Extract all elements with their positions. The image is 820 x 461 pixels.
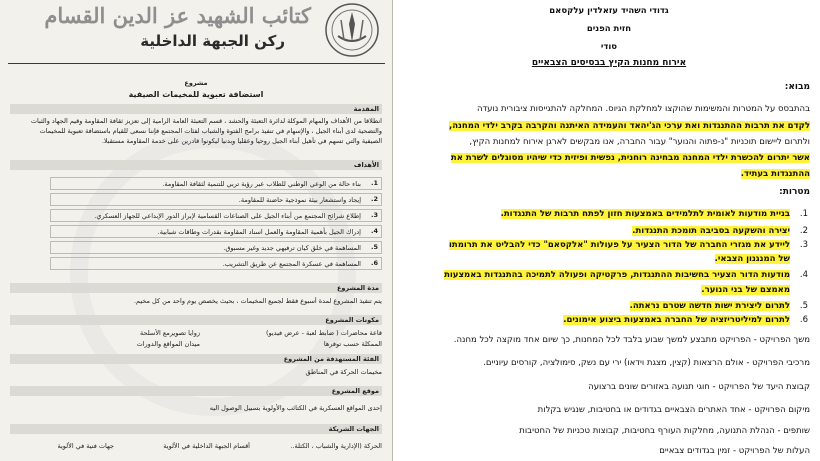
intro-line: ההתנגדות בעתיד. — [740, 169, 810, 179]
header-rule — [8, 63, 385, 64]
goal-item: 3.ליידע את מגזרי החברה של הדור הצעיר על פעולות "אלקסאם" כדי להבליט את תרומתו — [449, 240, 808, 250]
intro-line: والتضحية لدى أبناء الجيل ، والإسهام في تنفيذ برامج الفتوة والشباب لفئات المجتمع فإننا نسعى للقيام باستضافة تعبوية للمخيمات — [39, 127, 382, 135]
intro-line: انطلاقا من الأهداف والمهام الموكلة لدائرة التعبئة والحشد ، قسم التعبئة العامة الرامية إلى تعزيز ثقافة المقاومة وقيم الجهاد والثبات — [30, 117, 382, 125]
component-item: الممكلة حسب توفرها — [323, 340, 382, 348]
intro-heading: מבוא: — [784, 82, 810, 92]
duration-heading: مدة المشروع — [10, 283, 382, 293]
target-line: קבוצת היעד של הפרויקט - חוגי תנועה באזורים שונים ברצועה — [588, 382, 810, 392]
intro-heading: المقدمة — [10, 104, 382, 114]
intro-line: ולתרום ליישום תוכניות "נ-פתוה והנוער" עבור החברה, אנו מבקשים לארגן אירוח למחנות הקיץ, — [469, 137, 810, 147]
components-line: מרכיבי הפרויקט - אולם הרצאות (קצין, מצגת וידאו) ירי עם נשק, סימולציה, קורסים עיוניים. — [483, 358, 810, 368]
target-text: مخيمات الحركة في المناطق — [305, 368, 382, 376]
duration-text: يتم تنفيذ المشروع لمدة أسبوع فقط لجميع المخيمات ، بحيث يخصص يوم واحد من كل مخيم. — [133, 297, 382, 305]
partners-heading: الجهات الشريكة — [10, 424, 382, 434]
classification-line: סודי — [600, 42, 618, 52]
component-item: قاعة محاضرات ( ضابط لعبة - عرض فيديو) — [265, 329, 382, 337]
department-name: ركن الجبهة الداخلية — [140, 32, 285, 50]
intro-line: בהתבסס על המטרות והמשימות שהוקצו למחלקת הגיוס. המחלקה להתגייסות ציבורית נועדה — [476, 104, 810, 114]
goal-item: 5. المساهمة في خلق كيان ترفيهي جديد وغير مسبوق. — [50, 241, 382, 254]
location-text: إحدى المواقع العسكرية في الكتائب والأولوية بسبيل الوصول اليه — [209, 404, 382, 412]
organization-name: كتائب الشهيد عز الدين القسام — [44, 3, 311, 28]
partners-line: שותפים - הנהלת התנועה, מחלקות העורף בחטיבות, קבוצות טכניות של החטיבות — [519, 426, 810, 436]
goal-item: 2.יצירה והשקעה בסביבה תומכת התנגדות. — [632, 226, 808, 236]
intro-line: לקדם את תרבות ההתנגדות ואת ערכי הג'יהאד והעמידה האיתנה והקרבה בקרב ילדי המחנה, — [448, 121, 810, 131]
component-item: زوايا تصويرمع الأسلحة — [140, 329, 200, 337]
intro-line: אשר יתרום להכשרת ילדי המחנה מבחינה רוחנית, נפשית ופיזית כדי שיהיו מסוגלים לשרת את — [450, 153, 810, 163]
goal-item: 6. المساهمة في عسكرة المجتمع عن طريق التشريب. — [50, 257, 382, 270]
duration-line: משך הפרויקט - הפרויקט מתבצע למשך שבוע בלבד לכל המחנות, כך שיום אחד מוקצה לכל מחנה. — [453, 335, 810, 345]
goals-heading: מטרות: — [779, 187, 810, 197]
goal-item: 4. إدراك الجيل بأهمية المقاومة والعمل اسناد المقاومة بقدرات وطاقات شبابية. — [50, 225, 382, 238]
goal-item-continued: של המנגנון הצבאי. — [714, 254, 790, 264]
hebrew-translation-page — [398, 0, 820, 461]
department-line: חזית הפנים — [586, 24, 632, 34]
qassam-emblem-icon — [324, 2, 380, 58]
intro-line: الصيفية والتي تسهم في تأهيل أبناء الجيل روحيا وعقليا وبدنيا ليكونوا قادرين على خدمة المقاومة مستقبلا. — [101, 137, 382, 145]
goal-item: 4.מודעות הדור הצעיר בחשיבות ההתנגדות, פרקטיקה ופעולה לתמיכה בהתנגדות באמצעות — [444, 270, 808, 280]
goal-item: 1. بناء حالة من الوعي الوطني للطلاب عبر رؤية تربي للتنمية لثقافة المقاومة. — [50, 177, 382, 190]
partner-item: الحركة (الإدارية والشباب ، الكتلة.. — [290, 442, 382, 450]
partner-item: أقسام الجبهة الداخلية في الألوية — [163, 442, 250, 450]
partner-item: جهات فنية في الألوية — [57, 442, 114, 450]
document-title: אירוח מחנות הקיץ בבסיסים הצבאיים — [531, 58, 687, 68]
letterhead — [8, 0, 385, 62]
component-item: ميدان المواقع والدورات — [136, 340, 200, 348]
arabic-document-page — [0, 0, 393, 461]
org-name-line: גדודי השהיד עזאלדין עלקסאם — [549, 6, 669, 16]
location-line: מיקום הפרויקט - אחד האתרים הצבאיים בגדודים או בחטיבות, שנגיש בקלות — [537, 405, 810, 415]
goal-item: 1.בניית מודעות לאומית לתלמידים באמצעות חזון לפתח תרבות של התנגדות. — [500, 209, 808, 219]
pre-title: مشروع — [184, 79, 208, 87]
goal-item: 6.לתרום למיליטריזציה של החברה באמצעות ביצוע אימונים. — [563, 315, 808, 325]
goals-heading: الأهداف — [10, 160, 382, 170]
location-heading: موقع المشروع — [10, 386, 382, 396]
target-heading: الفئة المستهدفة من المشروع — [10, 354, 382, 364]
document-title: استضافة تعبوية للمخيمات الصيفية — [128, 90, 264, 99]
goal-item: 2. إيجاد واستشعار بيئة نموذجية حاضنة للمقاومة. — [50, 193, 382, 206]
goal-item: 5.לתרום ליצירת ישות חדשה שטרם נראתה. — [629, 301, 808, 311]
goal-item: 3. إطلاع شرائح المجتمع من أبناء الجيل على الصناعات القسامية لإبراز الدور الإبداعي للجهاز العسكري. — [50, 209, 382, 222]
costs-line: העלות של הפרויקט - זמין בגדודים צבאיים — [659, 446, 810, 456]
components-heading: مكونات المشروع — [10, 315, 382, 325]
goal-item-continued: מאמצם של בני הנוער. — [701, 285, 790, 295]
